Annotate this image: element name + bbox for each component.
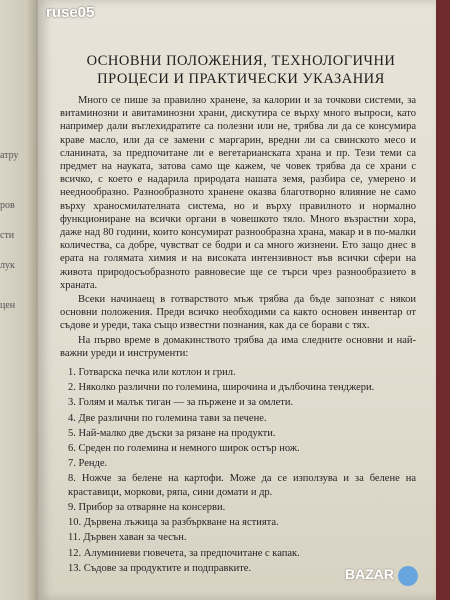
list-item: 1. Готварска печка или котлон и грил. bbox=[68, 367, 236, 379]
watermark-text: ruse05 bbox=[46, 4, 95, 21]
logo-circle-icon bbox=[398, 566, 418, 586]
tools-list bbox=[60, 366, 416, 575]
list-item: 2. Няколко различни по големина, широчина и дълбочина тенджери. bbox=[68, 382, 375, 394]
list-item: 13. Съдове за продуктите и подправките. bbox=[68, 562, 252, 574]
list-item: 8. Ножче за белене на картофи. Може да се използува и за белене на краставици, моркови, ряпа, сини домати и др. bbox=[68, 473, 416, 498]
list-item: 7. Ренде. bbox=[68, 458, 108, 470]
marketplace-logo bbox=[344, 560, 418, 590]
book-page bbox=[38, 0, 436, 600]
page-fragment: сти bbox=[0, 230, 15, 241]
paragraph-tools-intro: На първо време в домакинството трябва да има следните основни и най-важни уреди и инструменти: bbox=[60, 334, 416, 359]
chapter-title bbox=[56, 52, 426, 88]
list-item: 6. Среден по големина и немного широк остър нож. bbox=[68, 443, 300, 455]
page-fragment: цен bbox=[0, 300, 16, 311]
list-item: 4. Две различни по големина тави за печене. bbox=[68, 412, 267, 424]
page-fragment: ров bbox=[0, 200, 15, 211]
logo-text: BAZAR bbox=[345, 566, 394, 582]
list-item: 10. Дървена лъжица за разбъркване на ястията. bbox=[68, 517, 279, 529]
list-item: 12. Алуминиеви гювечета, за предпочитане с капак. bbox=[68, 547, 300, 559]
paragraph-intro: Много се пише за правилно хранене, за калории и за точкови системи, за витаминозни и авитаминозни храни, дискутира се върху много въпроси, като например дали въглехидратите са полезни или не, трябва ли да се консумира краве масло, или да се замени с маргарин, вредни ли са свинското месо и сланината, за предпочитане ли е вегетарианската храна и пр. Тези теми са предмет на науката, затова само ще кажем, че човек трябва да се храни с всичко, с което е надарила природата нашата земя, разбира се, умерено и нееднообразно. Разнообразното хранене оказва благотворно влияние не само върху храносмилателната система, но и върху правилното и нормално функциониране на всички органи в човешкото тяло. Много възрастни хора, даже над 80 години, които консумират разнообразна храна, макар и в по-малки количества, са добре, чувстват се бодри и са много жизнени. Ето защо днес в ерата на голямата химия и на високата интензивност във всички сфери на живота природосъобразното равновесие ще се търси чрез разнообразието в храната. bbox=[60, 95, 416, 291]
previous-page-edge bbox=[0, 0, 38, 600]
page-fragment: лук bbox=[0, 260, 15, 271]
paragraph-basics: Всеки начинаещ в готварството мъж трябва да бъде запознат с някои основни положения. Преди всичко необходими са както основен инвентар от съдове и уреди, така също известни познания, как да се борави с тях. bbox=[60, 294, 416, 332]
list-item: 11. Дървен хаван за чесън. bbox=[68, 532, 187, 544]
list-item: 5. Най-малко две дъски за рязане на продукти. bbox=[68, 427, 276, 439]
list-item: 9. Прибор за отваряне на консерви. bbox=[68, 501, 226, 513]
list-item: 3. Голям и малък тиган — за пържене и за омлети. bbox=[68, 397, 294, 409]
page-fragment: атру bbox=[0, 150, 19, 161]
title-line-2: ПРОЦЕСИ И ПРАКТИЧЕСКИ УКАЗАНИЯ bbox=[97, 71, 385, 87]
chapter-body bbox=[60, 94, 416, 577]
title-line-1: ОСНОВНИ ПОЛОЖЕНИЯ, ТЕХНОЛОГИЧНИ bbox=[86, 53, 396, 69]
